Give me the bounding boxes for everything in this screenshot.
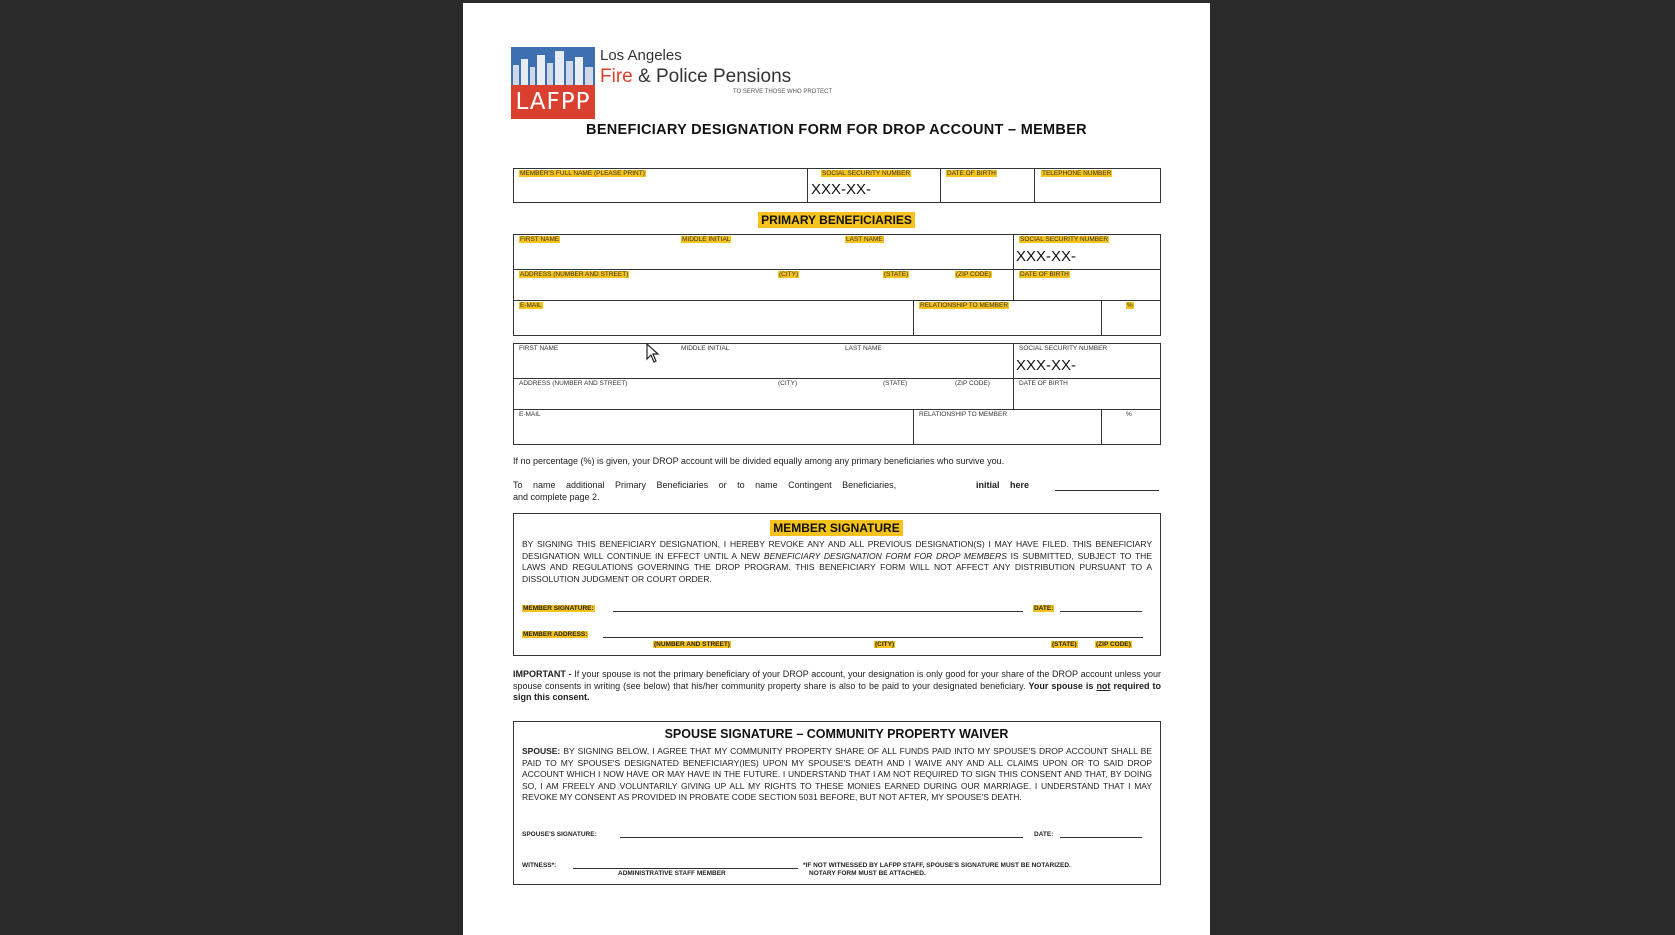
member-signature-text: BY SIGNING THIS BENEFICIARY DESIGNATION, I HEREBY REVOKE ANY AND ALL PREVIOUS DESIGNATION(S) I MAY HAVE FILED. THIS BENEFICIARY DESIGNATION WILL CONTINUE IN EFFECT UNTIL A NEW BENEFICIARY DESIGNATION FORM FOR DROP MEMBERS IS SUBMITTED, SUBJECT TO THE LAWS AND REGULATIONS GOVERNING THE DROP PROGRAM. THIS BENEFICIARY FORM WILL NOT AFFECT ANY DISTRIBUTION PURSUANT TO A DISSOLUTION JUDGMENT OR COURT ORDER. — [522, 539, 1152, 584]
spouse-date-line[interactable] — [1060, 837, 1142, 838]
b2-ssn-field[interactable]: XXX-XX- — [1016, 357, 1077, 374]
spouse-signature-label: SPOUSE'S SIGNATURE: — [522, 831, 597, 838]
b2-address-field[interactable]: ADDRESS (NUMBER AND STREET) — [519, 380, 628, 387]
no-percentage-note: If no percentage (%) is given, your DROP account will be divided equally among any primary beneficiaries who survive you. — [513, 456, 1005, 466]
logo-text: LAFPP — [515, 89, 591, 115]
witness-line[interactable] — [573, 868, 798, 869]
member-ssn-field[interactable]: XXX-XX- — [811, 181, 872, 198]
b2-city-field[interactable]: (CITY) — [778, 380, 798, 387]
member-phone-field[interactable]: TELEPHONE NUMBER — [1042, 170, 1112, 177]
b2-email-field[interactable]: E-MAIL — [519, 411, 541, 418]
member-address-line[interactable] — [603, 637, 1143, 638]
notary-footnote-2: NOTARY FORM MUST BE ATTACHED. — [809, 870, 926, 877]
member-dob-field[interactable]: DATE OF BIRTH — [947, 170, 996, 177]
initial-here-line[interactable] — [1055, 490, 1159, 491]
member-signature-heading: MEMBER SIGNATURE — [463, 519, 1210, 537]
b1-ssn-label: SOCIAL SECURITY NUMBER — [1020, 236, 1109, 243]
member-signature-label: MEMBER SIGNATURE: — [523, 605, 594, 612]
skyline-graphic — [511, 47, 595, 85]
b2-percent-field[interactable]: % — [1126, 411, 1132, 418]
b2-first-name-field[interactable]: FIRST NAME — [519, 345, 559, 352]
org-name-line1: Los Angeles — [600, 47, 682, 64]
org-name-line2 — [600, 66, 791, 88]
addr-state-label: (STATE) — [1052, 641, 1077, 648]
b1-middle-initial-field[interactable]: MIDDLE INITIAL — [682, 236, 731, 243]
member-date-label: DATE: — [1034, 605, 1054, 612]
b1-email-field[interactable]: E-MAIL — [520, 302, 542, 309]
important-note: IMPORTANT - If your spouse is not the primary beneficiary of your DROP account, your designation is only good for your share of the DROP account unless your spouse consents in writing (see below) that his/her community property share is also to be paid to your designated beneficiary. Your spouse is not required to sign this consent. — [513, 669, 1162, 702]
member-ssn-label: SOCIAL SECURITY NUMBER — [822, 170, 911, 177]
b2-zip-field[interactable]: (ZIP CODE) — [955, 380, 990, 387]
b2-dob-field[interactable]: DATE OF BIRTH — [1019, 380, 1068, 387]
member-date-line[interactable] — [1060, 611, 1142, 612]
member-address-label: MEMBER ADDRESS: — [523, 631, 588, 638]
member-name-field[interactable]: MEMBER'S FULL NAME (PLEASE PRINT) — [520, 170, 645, 177]
addr-street-label: (NUMBER AND STREET) — [654, 641, 730, 648]
b1-dob-field[interactable]: DATE OF BIRTH — [1020, 271, 1069, 278]
addr-zip-label: (ZIP CODE) — [1096, 641, 1131, 648]
b2-ssn-label: SOCIAL SECURITY NUMBER — [1019, 345, 1108, 352]
b2-last-name-field[interactable]: LAST NAME — [845, 345, 882, 352]
notary-footnote-1: *IF NOT WITNESSED BY LAFPP STAFF, SPOUSE'S SIGNATURE MUST BE NOTARIZED. — [803, 862, 1071, 869]
addr-city-label: (CITY) — [875, 641, 895, 648]
lafpp-logo — [511, 47, 595, 119]
initial-here-label: initial here — [976, 480, 1030, 490]
b1-address-field[interactable]: ADDRESS (NUMBER AND STREET) — [520, 271, 629, 278]
admin-staff-label: ADMINISTRATIVE STAFF MEMBER — [618, 870, 726, 877]
spouse-signature-line[interactable] — [620, 837, 1023, 838]
b1-first-name-field[interactable]: FIRST NAME — [520, 236, 560, 243]
b1-relationship-field[interactable]: RELATIONSHIP TO MEMBER — [920, 302, 1009, 309]
witness-label: WITNESS*: — [522, 862, 557, 869]
b1-percent-field[interactable]: % — [1127, 302, 1133, 309]
org-fire: Fire — [600, 66, 633, 87]
b2-state-field[interactable]: (STATE) — [883, 380, 908, 387]
b1-state-field[interactable]: (STATE) — [884, 271, 909, 278]
spouse-waiver-text: SPOUSE: BY SIGNING BELOW, I AGREE THAT MY COMMUNITY PROPERTY SHARE OF ALL FUNDS PAID INTO MY SPOUSE'S DROP ACCOUNT SHALL BE PAID TO MY SPOUSE'S DESIGNATED BENEFICIARY(IES) UPON MY SPOUSE'S DEATH AND I WAIVE ANY AND ALL CLAIMS UPON OR TO SAID DROP ACCOUNT WHICH I NOW HAVE OR MAY HAVE IN THE FUTURE. I UNDERSTAND THAT I AM NOT REQUIRED TO SIGN THIS CONSENT AND THAT, BY DOING SO, I AM FREELY AND VOLUNTARILY GIVING UP ALL MY RIGHTS TO THESE MONIES EARNED DURING OUR MARRIAGE. I UNDERSTAND THAT I MAY REVOKE MY CONSENT AS PROVIDED IN PROBATE CODE SECTION 5031 BEFORE, BUT NOT AFTER, MY SPOUSE'S DEATH. — [522, 746, 1152, 802]
b2-middle-initial-field[interactable]: MIDDLE INITIAL — [681, 345, 730, 352]
b1-ssn-field[interactable]: XXX-XX- — [1016, 248, 1077, 265]
spouse-signature-heading: SPOUSE SIGNATURE – COMMUNITY PROPERTY WAIVER — [664, 727, 1009, 741]
member-signature-line[interactable] — [613, 611, 1023, 612]
mouse-cursor-icon — [646, 343, 660, 363]
b1-city-field[interactable]: (CITY) — [779, 271, 799, 278]
spouse-date-label: DATE: — [1034, 831, 1054, 838]
form-page — [463, 3, 1210, 935]
additional-beneficiaries-note: To name additional Primary Beneficiaries or to name Contingent Beneficiaries, — [513, 480, 897, 490]
b1-last-name-field[interactable]: LAST NAME — [846, 236, 883, 243]
b2-relationship-field[interactable]: RELATIONSHIP TO MEMBER — [919, 411, 1008, 418]
primary-beneficiaries-heading: PRIMARY BENEFICIARIES — [463, 211, 1210, 229]
org-rest: & Police Pensions — [632, 66, 792, 87]
complete-page-2-note: and complete page 2. — [513, 492, 600, 502]
form-title: BENEFICIARY DESIGNATION FORM FOR DROP ACCOUNT – MEMBER — [586, 122, 1087, 138]
b1-zip-field[interactable]: (ZIP CODE) — [956, 271, 991, 278]
tagline: TO SERVE THOSE WHO PROTECT — [733, 89, 833, 95]
